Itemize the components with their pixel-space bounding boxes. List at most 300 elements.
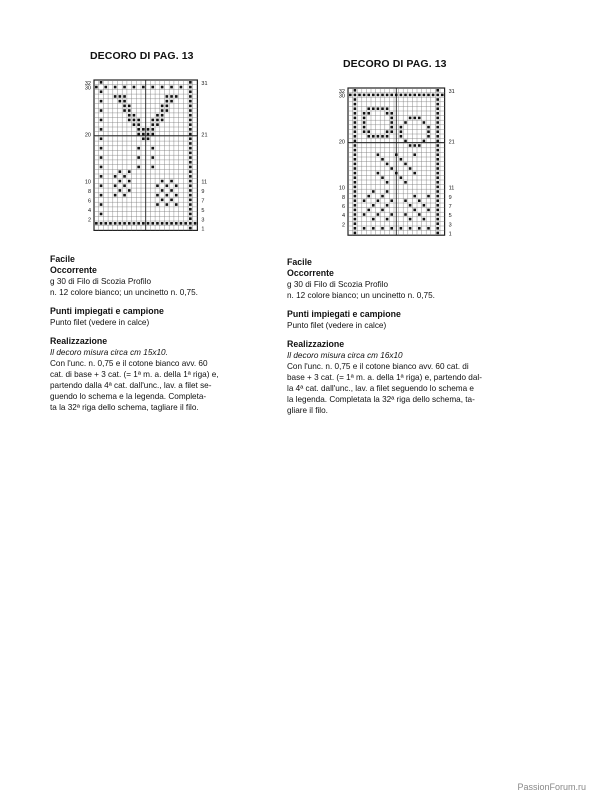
- right-row-number-left: 4: [341, 213, 345, 220]
- left-filled-cell: [133, 123, 136, 126]
- right-filled-cell: [354, 167, 357, 170]
- right-filled-cell: [390, 227, 393, 230]
- left-body-line-5: ta la 32ª riga dello schema, tagliare il filo.: [50, 403, 199, 412]
- right-filled-cell: [413, 117, 416, 120]
- left-filled-cell: [189, 105, 192, 108]
- right-filled-cell: [400, 135, 403, 138]
- left-filled-cell: [123, 175, 126, 178]
- right-filled-cell: [372, 135, 375, 138]
- left-filled-cell: [151, 128, 154, 131]
- left-filled-cell: [133, 86, 136, 89]
- right-filled-cell: [436, 103, 439, 106]
- left-filled-cell: [166, 203, 169, 206]
- right-filled-cell: [390, 199, 393, 202]
- left-filled-cell: [100, 203, 103, 206]
- right-body-line-5: gliare il filo.: [287, 406, 328, 415]
- left-row-number-left: 4: [87, 207, 91, 214]
- left-filled-cell: [161, 222, 164, 225]
- right-filled-cell: [427, 126, 430, 129]
- left-filled-cell: [189, 100, 192, 103]
- left-filled-cell: [161, 199, 164, 202]
- right-filled-cell: [436, 135, 439, 138]
- right-article: [287, 58, 517, 416]
- right-filled-cell: [372, 218, 375, 221]
- right-row-number-right: 3: [448, 222, 452, 229]
- right-filled-cell: [354, 181, 357, 184]
- right-filled-cell: [372, 190, 375, 193]
- right-realizzazione-heading: Realizzazione: [287, 339, 345, 349]
- right-row-number-right: 1: [448, 231, 452, 238]
- left-filled-cell: [175, 222, 178, 225]
- left-filled-cell: [166, 100, 169, 103]
- right-filled-cell: [363, 227, 366, 230]
- left-occorrente-line-2: n. 12 colore bianco; un uncinetto n. 0,75.: [50, 288, 198, 297]
- left-filled-cell: [189, 123, 192, 126]
- left-filled-cell: [123, 184, 126, 187]
- left-filled-cell: [189, 217, 192, 220]
- left-filled-cell: [175, 184, 178, 187]
- right-filled-cell: [354, 209, 357, 212]
- right-filled-cell: [436, 167, 439, 170]
- right-filled-cell: [436, 199, 439, 202]
- left-filled-cell: [100, 137, 103, 140]
- left-filled-cell: [170, 189, 173, 192]
- right-filled-cell: [427, 130, 430, 133]
- left-filled-cell: [114, 86, 117, 89]
- right-filled-cell: [427, 94, 430, 97]
- left-filled-cell: [123, 95, 126, 98]
- left-filled-cell: [151, 133, 154, 136]
- right-filled-cell: [381, 94, 384, 97]
- right-filled-cell: [436, 222, 439, 225]
- right-filled-cell: [354, 199, 357, 202]
- right-filled-cell: [423, 121, 426, 124]
- left-row-number-left: 6: [87, 198, 91, 205]
- left-filled-cell: [189, 119, 192, 122]
- right-filled-cell: [386, 163, 389, 166]
- left-filled-cell: [189, 203, 192, 206]
- right-filled-cell: [354, 204, 357, 207]
- right-filled-cell: [367, 112, 370, 115]
- right-chart-wrap: [287, 82, 517, 249]
- right-filled-cell: [413, 209, 416, 212]
- right-filled-cell: [372, 227, 375, 230]
- right-filled-cell: [404, 121, 407, 124]
- right-punti-text: Punto filet (vedere in calce): [287, 321, 387, 330]
- right-filled-cell: [354, 195, 357, 198]
- right-row-number-right: 21: [448, 139, 455, 146]
- right-filled-cell: [404, 181, 407, 184]
- right-filled-cell: [436, 186, 439, 189]
- left-filled-cell: [114, 184, 117, 187]
- left-filet-chart: [50, 74, 250, 246]
- right-row-number-right: 31: [448, 89, 455, 95]
- left-filled-cell: [156, 119, 159, 122]
- left-filled-cell: [175, 194, 178, 197]
- right-filled-cell: [409, 218, 412, 221]
- left-filled-cell: [100, 156, 103, 159]
- right-filled-cell: [354, 232, 357, 235]
- left-filled-cell: [189, 161, 192, 164]
- right-punti-heading: Punti impiegati e campione: [287, 309, 401, 319]
- right-filled-cell: [436, 153, 439, 156]
- right-row-number-left: 32: [338, 89, 345, 95]
- right-row-number-right: 7: [448, 204, 452, 210]
- left-filled-cell: [100, 222, 103, 225]
- right-filled-cell: [349, 94, 352, 97]
- left-filled-cell: [151, 222, 154, 225]
- right-filled-cell: [427, 195, 430, 198]
- left-row-number-left: 20: [84, 132, 91, 139]
- right-filled-cell: [409, 167, 412, 170]
- left-filled-cell: [114, 95, 117, 98]
- right-filled-cell: [395, 172, 398, 175]
- right-filled-cell: [354, 218, 357, 221]
- left-filled-cell: [194, 222, 197, 225]
- right-filled-cell: [418, 213, 421, 216]
- left-filled-cell: [189, 166, 192, 169]
- right-filled-cell: [367, 135, 370, 138]
- right-filled-cell: [354, 130, 357, 133]
- left-filled-cell: [166, 222, 169, 225]
- right-measure: Il decoro misura circa cm 16x10: [287, 351, 403, 360]
- left-filled-cell: [151, 119, 154, 122]
- right-filled-cell: [436, 149, 439, 152]
- right-filled-cell: [390, 94, 393, 97]
- right-filled-cell: [377, 172, 380, 175]
- right-filled-cell: [354, 153, 357, 156]
- right-filled-cell: [390, 121, 393, 124]
- right-filled-cell: [418, 227, 421, 230]
- left-chart-wrap: [50, 74, 250, 246]
- left-filled-cell: [161, 114, 164, 117]
- left-filled-cell: [161, 180, 164, 183]
- right-filled-cell: [381, 195, 384, 198]
- right-filled-cell: [358, 94, 361, 97]
- right-filled-cell: [436, 218, 439, 221]
- left-filled-cell: [100, 81, 103, 84]
- right-filled-cell: [423, 218, 426, 221]
- right-filled-cell: [400, 130, 403, 133]
- left-filled-cell: [161, 86, 164, 89]
- right-filled-cell: [413, 195, 416, 198]
- right-filled-cell: [381, 227, 384, 230]
- left-filled-cell: [151, 147, 154, 150]
- right-filled-cell: [386, 218, 389, 221]
- right-filled-cell: [354, 135, 357, 138]
- left-filled-cell: [119, 170, 122, 173]
- right-filled-cell: [354, 89, 357, 92]
- left-filled-cell: [180, 86, 183, 89]
- left-filled-cell: [128, 109, 131, 112]
- left-filled-cell: [161, 119, 164, 122]
- left-filled-cell: [123, 100, 126, 103]
- left-filled-cell: [133, 119, 136, 122]
- left-filled-cell: [189, 208, 192, 211]
- right-filled-cell: [390, 213, 393, 216]
- left-row-number-left: 32: [84, 81, 91, 87]
- left-filled-cell: [189, 137, 192, 140]
- left-filled-cell: [156, 184, 159, 187]
- right-filled-cell: [413, 144, 416, 147]
- left-filled-cell: [189, 194, 192, 197]
- right-filled-cell: [436, 172, 439, 175]
- left-filled-cell: [166, 184, 169, 187]
- left-filled-cell: [189, 147, 192, 150]
- left-filled-cell: [137, 222, 140, 225]
- right-filled-cell: [363, 213, 366, 216]
- left-filled-cell: [189, 180, 192, 183]
- left-filled-cell: [170, 199, 173, 202]
- right-filled-cell: [390, 112, 393, 115]
- right-filled-cell: [354, 222, 357, 225]
- left-filled-cell: [151, 123, 154, 126]
- left-filled-cell: [147, 128, 150, 131]
- left-filled-cell: [175, 203, 178, 206]
- left-filled-cell: [170, 180, 173, 183]
- right-filled-cell: [381, 176, 384, 179]
- left-occorrente-line-1: g 30 di Filo di Scozia Profilo: [50, 277, 152, 286]
- left-row-number-left: 2: [87, 217, 91, 224]
- left-filled-cell: [119, 100, 122, 103]
- right-row-number-right: 5: [448, 213, 452, 220]
- right-filled-cell: [413, 94, 416, 97]
- right-filled-cell: [372, 94, 375, 97]
- right-filled-cell: [436, 213, 439, 216]
- left-row-number-right: 3: [201, 217, 205, 224]
- left-filled-cell: [156, 203, 159, 206]
- left-filled-cell: [189, 189, 192, 192]
- left-filled-cell: [166, 194, 169, 197]
- left-filled-cell: [170, 95, 173, 98]
- right-filled-cell: [427, 135, 430, 138]
- left-measure: Il decoro misura circa cm 15x10.: [50, 348, 168, 357]
- right-filled-cell: [377, 213, 380, 216]
- left-filled-cell: [100, 90, 103, 93]
- left-filled-cell: [142, 86, 145, 89]
- left-filled-cell: [189, 227, 192, 230]
- right-filled-cell: [390, 130, 393, 133]
- right-filled-cell: [436, 117, 439, 120]
- right-filled-cell: [354, 117, 357, 120]
- right-filled-cell: [377, 153, 380, 156]
- left-filled-cell: [142, 222, 145, 225]
- right-filled-cell: [423, 94, 426, 97]
- right-filled-cell: [436, 195, 439, 198]
- left-filled-cell: [128, 180, 131, 183]
- right-filled-cell: [377, 199, 380, 202]
- left-filled-cell: [156, 194, 159, 197]
- right-filled-cell: [409, 204, 412, 207]
- left-filled-cell: [119, 180, 122, 183]
- left-filled-cell: [128, 189, 131, 192]
- left-filled-cell: [161, 105, 164, 108]
- right-filled-cell: [436, 176, 439, 179]
- left-filled-cell: [156, 114, 159, 117]
- right-filled-cell: [354, 94, 357, 97]
- right-filled-cell: [377, 107, 380, 110]
- left-filled-cell: [189, 213, 192, 216]
- left-filled-cell: [189, 184, 192, 187]
- left-filled-cell: [100, 119, 103, 122]
- right-filled-cell: [400, 176, 403, 179]
- right-filled-cell: [363, 112, 366, 115]
- left-filled-cell: [100, 166, 103, 169]
- right-filled-cell: [409, 227, 412, 230]
- right-body-line-1: Con l'unc. n. 0,75 e il cotone bianco avv. 60 cat. di: [287, 362, 469, 371]
- left-filled-cell: [147, 133, 150, 136]
- left-filled-cell: [133, 114, 136, 117]
- left-filled-cell: [151, 166, 154, 169]
- left-filled-cell: [142, 137, 145, 140]
- right-filled-cell: [418, 94, 421, 97]
- right-body-line-2: base + 3 cat. (= 1ª m. a. della 1ª riga) e, partendo dal-: [287, 373, 482, 382]
- left-filled-cell: [189, 152, 192, 155]
- left-row-number-left: 8: [87, 189, 91, 196]
- left-filled-cell: [137, 147, 140, 150]
- right-filled-cell: [354, 172, 357, 175]
- left-filled-cell: [128, 105, 131, 108]
- right-filled-cell: [436, 204, 439, 207]
- left-filled-cell: [123, 222, 126, 225]
- right-filled-cell: [354, 176, 357, 179]
- left-filled-cell: [100, 100, 103, 103]
- right-filled-cell: [432, 94, 435, 97]
- right-filled-cell: [418, 144, 421, 147]
- left-filled-cell: [170, 222, 173, 225]
- right-filled-cell: [363, 117, 366, 120]
- right-filled-cell: [400, 94, 403, 97]
- left-filled-cell: [128, 170, 131, 173]
- right-occorrente-line-1: g 30 di Filo di Scozia Profilo: [287, 280, 389, 289]
- right-filled-cell: [390, 117, 393, 120]
- right-filled-cell: [381, 107, 384, 110]
- left-filled-cell: [123, 105, 126, 108]
- right-filet-chart: [287, 82, 487, 254]
- right-filled-cell: [436, 144, 439, 147]
- left-filled-cell: [142, 133, 145, 136]
- right-row-number-left: 2: [341, 222, 345, 229]
- right-occorrente-heading: Occorrente: [287, 268, 334, 278]
- right-filled-cell: [386, 204, 389, 207]
- right-filled-cell: [400, 227, 403, 230]
- right-filled-cell: [400, 158, 403, 161]
- left-filled-cell: [109, 222, 112, 225]
- right-filled-cell: [436, 126, 439, 129]
- left-filled-cell: [104, 86, 107, 89]
- left-filled-cell: [166, 109, 169, 112]
- right-filled-cell: [395, 94, 398, 97]
- left-filled-cell: [114, 175, 117, 178]
- right-filled-cell: [354, 149, 357, 152]
- left-filled-cell: [137, 128, 140, 131]
- right-filled-cell: [436, 121, 439, 124]
- right-filled-cell: [395, 153, 398, 156]
- right-filled-cell: [436, 163, 439, 166]
- right-filled-cell: [423, 140, 426, 143]
- left-filled-cell: [147, 222, 150, 225]
- right-filled-cell: [441, 94, 444, 97]
- right-filled-cell: [409, 144, 412, 147]
- right-filled-cell: [354, 190, 357, 193]
- right-level: Facile: [287, 257, 312, 267]
- right-body-line-3: la 4ª cat. dall'unc., lav. a filet seguendo lo schema e: [287, 384, 474, 393]
- right-filled-cell: [436, 181, 439, 184]
- right-filled-cell: [404, 199, 407, 202]
- left-filled-cell: [170, 86, 173, 89]
- right-filled-cell: [354, 103, 357, 106]
- left-filled-cell: [151, 86, 154, 89]
- left-realizzazione-heading: Realizzazione: [50, 336, 108, 346]
- left-filled-cell: [156, 123, 159, 126]
- left-filled-cell: [175, 95, 178, 98]
- left-filled-cell: [100, 109, 103, 112]
- right-filled-cell: [377, 94, 380, 97]
- right-filled-cell: [354, 98, 357, 101]
- right-filled-cell: [404, 213, 407, 216]
- right-filled-cell: [409, 117, 412, 120]
- left-filled-cell: [100, 194, 103, 197]
- left-filled-cell: [100, 184, 103, 187]
- right-filled-cell: [354, 227, 357, 230]
- right-filled-cell: [386, 112, 389, 115]
- right-filled-cell: [354, 126, 357, 129]
- right-filled-cell: [436, 140, 439, 143]
- right-filled-cell: [381, 209, 384, 212]
- left-filled-cell: [189, 156, 192, 159]
- right-filled-cell: [354, 107, 357, 110]
- right-filled-cell: [436, 112, 439, 115]
- right-filled-cell: [363, 126, 366, 129]
- left-row-number-right: 5: [201, 207, 205, 214]
- right-filled-cell: [377, 135, 380, 138]
- left-filled-cell: [100, 175, 103, 178]
- watermark: PassionForum.ru: [517, 782, 586, 792]
- right-filled-cell: [409, 94, 412, 97]
- right-row-number-left: 6: [341, 204, 345, 210]
- left-filled-cell: [189, 86, 192, 89]
- left-filled-cell: [123, 194, 126, 197]
- right-filled-cell: [354, 213, 357, 216]
- left-row-number-left: 30: [84, 85, 91, 92]
- right-filled-cell: [390, 167, 393, 170]
- right-filled-cell: [381, 135, 384, 138]
- right-filled-cell: [372, 107, 375, 110]
- left-filled-cell: [189, 109, 192, 112]
- right-filled-cell: [436, 89, 439, 92]
- right-filled-cell: [354, 121, 357, 124]
- right-filled-cell: [386, 190, 389, 193]
- left-filled-cell: [128, 119, 131, 122]
- right-filled-cell: [404, 94, 407, 97]
- left-filled-cell: [189, 81, 192, 84]
- right-row-number-left: 10: [338, 185, 345, 192]
- right-filled-cell: [436, 232, 439, 235]
- left-row-number-right: 31: [201, 81, 208, 87]
- left-filled-cell: [137, 156, 140, 159]
- right-filled-cell: [436, 94, 439, 97]
- right-filled-cell: [386, 94, 389, 97]
- right-filled-cell: [404, 140, 407, 143]
- right-filled-cell: [354, 158, 357, 161]
- left-filled-cell: [128, 114, 131, 117]
- left-row-number-right: 1: [201, 226, 205, 233]
- left-filled-cell: [147, 137, 150, 140]
- right-filled-cell: [363, 121, 366, 124]
- left-filled-cell: [119, 95, 122, 98]
- right-filled-cell: [367, 195, 370, 198]
- left-filled-cell: [119, 189, 122, 192]
